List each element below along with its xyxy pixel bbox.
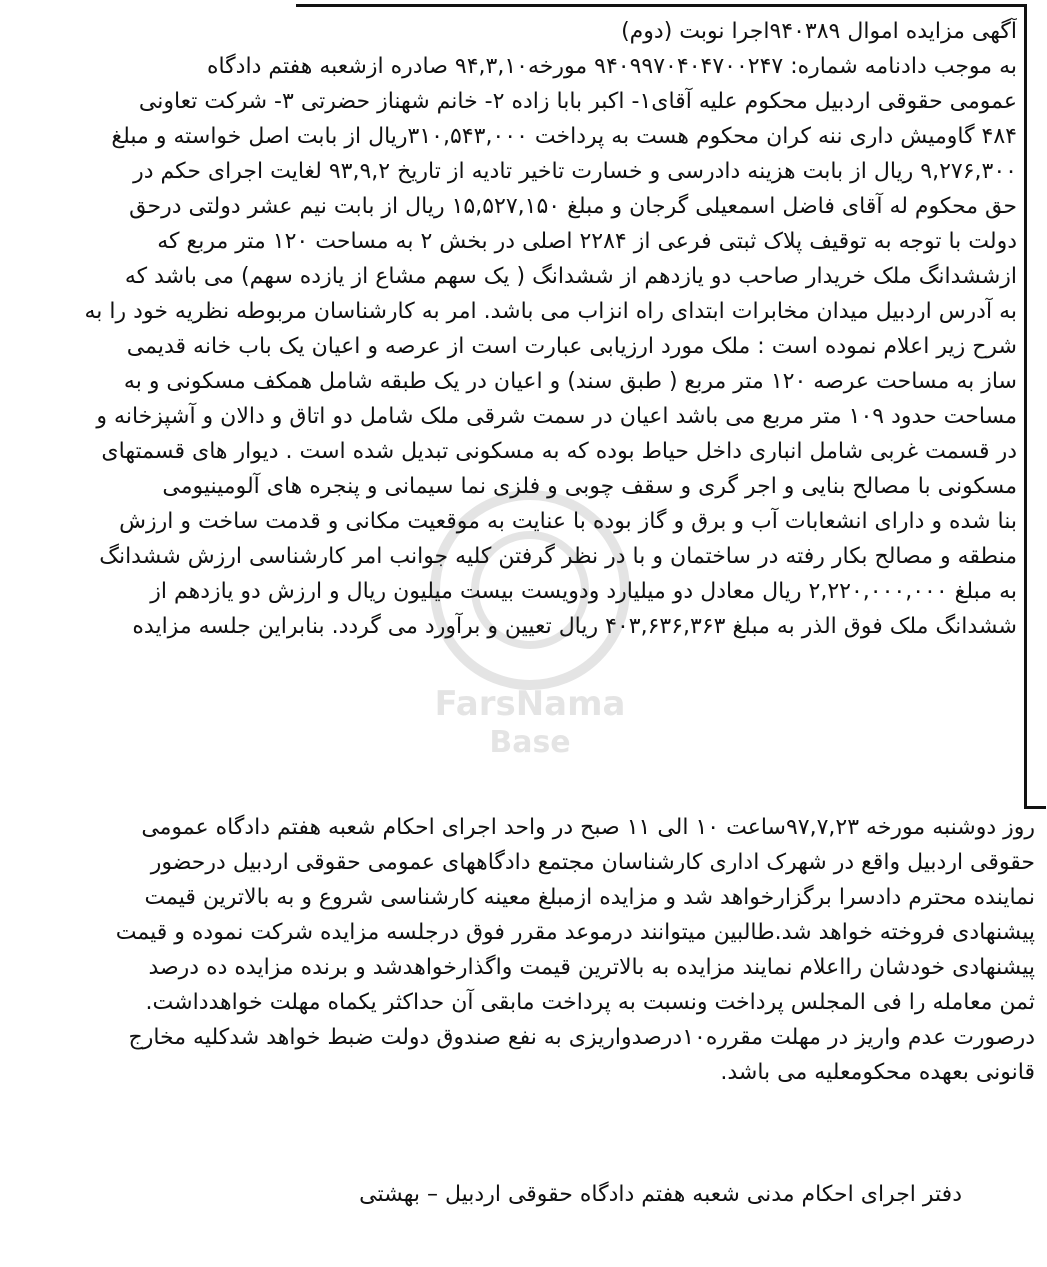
- notice-lower-column: [25, 810, 1035, 1090]
- notice-line: ۹,۲۷۶,۳۰۰ ریال از بابت هزینه دادرسی و خسارت تاخیر تادیه از تاریخ ۹۳,۹,۲ لغایت اجرای حکم در: [133, 159, 1017, 184]
- notice-line: پیشنهادی فروخته خواهد شد.طالبین میتوانند درموعد مقرر فوق درجلسه مزایده شرکت نموده و قیمت: [115, 920, 1035, 945]
- notice-line: ساز به مساحت عرصه ۱۲۰ متر مربع ( طبق سند) و اعیان در یک طبقه شامل همکف مسکونی و به: [123, 369, 1017, 394]
- notice-upper-column: [84, 14, 1017, 644]
- notice-line: منطقه و مصالح بکار رفته در ساختمان و با در نظر گرفتن کلیه جوانب امر کارشناسی ارزش ششدانگ: [99, 544, 1017, 569]
- notice-line: ششدانگ ملک فوق الذر به مبلغ ۴۰۳,۶۳۶,۳۶۳ ریال تعیین و برآورد می گردد. بنابراین جلسه مزایده: [132, 614, 1017, 639]
- notice-title: آگهی مزایده اموال ۹۴۰۳۸۹اجرا نوبت (دوم): [621, 19, 1017, 44]
- notice-line: حقوقی اردبیل واقع در شهرک اداری کارشناسان مجتمع دادگاههای عمومی حقوقی اردبیل درحضور: [150, 850, 1035, 875]
- notice-line: ازششدانگ ملک خریدار صاحب دو یازدهم از ششدانگ ( یک سهم مشاع از یازده سهم) می باشد که: [124, 264, 1017, 289]
- notice-line: عمومی حقوقی اردبیل محکوم علیه آقای۱- اکبر بابا زاده ۲- خانم شهناز حضرتی ۳- شرکت تعاونی: [138, 89, 1017, 114]
- notice-line: مساحت حدود ۱۰۹ متر مربع می باشد اعیان در سمت شرقی ملک شامل دو اتاق و دالان و آشپزخانه و: [96, 404, 1017, 429]
- notice-line: قانونی بعهده محکومعلیه می باشد.: [720, 1060, 1035, 1085]
- notice-line: ثمن معامله را فی المجلس پرداخت ونسبت به پرداخت مابقی آن حداکثر یکماه مهلت خواهدداشت.: [145, 990, 1035, 1015]
- notice-line: شرح زیر اعلام نموده است : ملک مورد ارزیابی عبارت است از عرصه و اعیان یک باب خانه قدیمی: [126, 334, 1017, 359]
- notice-line: ۴۸۴ گاومیش داری ننه کران محکوم هست به پرداخت ۳۱۰,۵۴۳,۰۰۰ریال از بابت اصل خواسته و مبلغ: [111, 124, 1017, 149]
- notice-line: به مبلغ ۲,۲۲۰,۰۰۰,۰۰۰ ریال معادل دو میلیارد ودویست بیست میلیون ریال و ارزش دو یازدهم از: [150, 579, 1017, 604]
- notice-line: نماینده محترم دادسرا برگزارخواهد شد و مزایده ازمبلغ معینه کارشناسی شروع و به بالاترین قیمت: [144, 885, 1035, 910]
- notice-line: مسکونی با مصالح بنایی و اجر گری و سقف چوبی و فلزی نما سیمانی و پنجره های آلومینیومی: [162, 474, 1017, 499]
- notice-line: پیشنهادی خودشان رااعلام نمایند مزایده به بالاترین قیمت واگذارخواهدشد و برنده مزایده ده درصد: [148, 955, 1035, 980]
- notice-signature: دفتر اجرای احکام مدنی شعبه هفتم دادگاه حقوقی اردبیل – بهشتی: [359, 1182, 962, 1207]
- notice-line: به موجب دادنامه شماره: ۹۴۰۹۹۷۰۴۰۴۷۰۰۲۴۷ مورخه۹۴,۳,۱۰ صادره ازشعبه هفتم دادگاه: [206, 54, 1017, 79]
- notice-line: درصورت عدم واریز در مهلت مقرره۱۰درصدواریزی به نفع صندوق دولت ضبط خواهد شدکلیه مخارج: [128, 1025, 1035, 1050]
- watermark-text-top: FarsNama: [434, 684, 626, 724]
- right-border-rule: [1024, 4, 1027, 808]
- notice-line: بنا شده و دارای انشعابات آب و برق و گاز بوده با عنایت به موقعیت مکانی و قدمت ساخت و ارزش: [119, 509, 1017, 534]
- notice-line: در قسمت غربی شامل انباری داخل حیاط بوده که به مسکونی تبدیل شده است . دیوار های قسمتهای: [101, 439, 1017, 464]
- top-border-rule: [296, 4, 1026, 7]
- notice-line: دولت با توجه به توقیف پلاک ثبتی فرعی از ۲۲۸۴ اصلی در بخش ۲ به مساحت ۱۲۰ متر مربع که: [157, 229, 1017, 254]
- notice-line: حق محکوم له آقای فاضل اسمعیلی گرجان و مبلغ ۱۵,۵۲۷,۱۵۰ ریال از بابت نیم عشر دولتی درحق: [129, 194, 1017, 219]
- notice-line: روز دوشنبه مورخه ۹۷,۷,۲۳ساعت ۱۰ الی ۱۱ صبح در واحد اجرای احکام شعبه هفتم دادگاه عمومی: [141, 815, 1035, 840]
- watermark-text-bottom: Base: [489, 725, 571, 760]
- border-corner-rule: [1024, 806, 1046, 809]
- notice-line: به آدرس اردبیل میدان مخابرات ابتدای راه انزاب می باشد. امر به کارشناسان مربوطه نظریه خود را به: [84, 299, 1017, 324]
